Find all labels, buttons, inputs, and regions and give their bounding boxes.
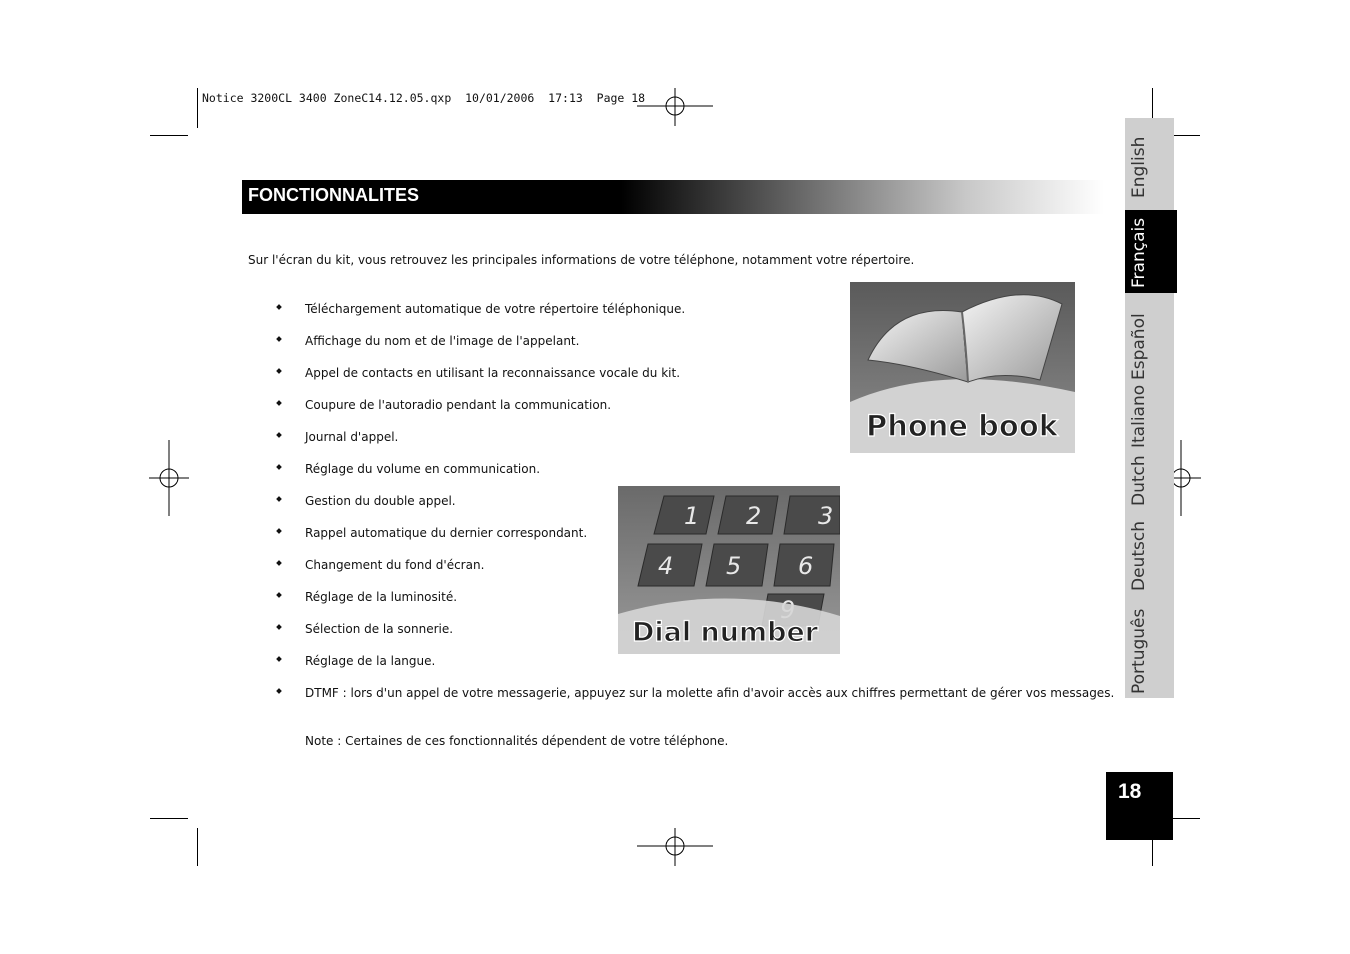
section-title-bar [242, 180, 1104, 214]
list-item: Réglage de la langue. [272, 652, 1114, 684]
dial-key: 4 [658, 552, 674, 580]
list-item: Appel de contacts en utilisant la reconnaissance vocale du kit. [272, 364, 1114, 396]
list-item: Sélection de la sonnerie. [272, 620, 1114, 652]
dial-key: 2 [746, 502, 762, 530]
dial-key: 6 [798, 552, 814, 580]
print-header: Notice 3200CL 3400 ZoneC14.12.05.qxp 10/01/2006 17:13 Page 18 [202, 91, 646, 105]
list-item: Rappel automatique du dernier correspondant. [272, 524, 1114, 556]
list-item: Coupure de l'autoradio pendant la communication. [272, 396, 1114, 428]
language-tab-espanol[interactable]: Español [1129, 313, 1149, 380]
list-item: Téléchargement automatique de votre répertoire téléphonique. [272, 300, 1114, 332]
page-number-box [1106, 772, 1173, 840]
section-title: FONCTIONNALITES [248, 185, 419, 205]
list-item: Gestion du double appel. [272, 492, 1114, 524]
page-number: 18 [1118, 780, 1142, 803]
dial-number-caption: Dial number [632, 617, 819, 648]
language-tab-portugues[interactable]: Português [1129, 608, 1149, 694]
intro-paragraph: Sur l'écran du kit, vous retrouvez les principales informations de votre téléphone, notamment votre répertoire. [248, 253, 915, 267]
list-item: Changement du fond d'écran. [272, 556, 1114, 588]
language-tab-dutch[interactable]: Dutch [1129, 455, 1149, 506]
language-tabs [1125, 118, 1174, 698]
language-tab-francais[interactable]: Français [1129, 217, 1149, 288]
list-item: Journal d'appel. [272, 428, 1114, 460]
dial-key: 5 [726, 552, 742, 580]
dial-key: 1 [684, 502, 700, 530]
phonebook-caption: Phone book [865, 409, 1059, 443]
language-tab-italiano[interactable]: Italiano [1129, 384, 1149, 448]
dial-key: 3 [818, 502, 834, 530]
dial-number-screen-image [618, 486, 840, 654]
list-item: DTMF : lors d'un appel de votre messagerie, appuyez sur la molette afin d'avoir accès aux chiffres permettant de gérer vos messages. [272, 684, 1114, 716]
note-text: Note : Certaines de ces fonctionnalités dépendent de votre téléphone. [305, 734, 729, 748]
registration-mark-left [149, 438, 189, 518]
phonebook-screen-image [850, 282, 1075, 453]
list-item: Affichage du nom et de l'image de l'appelant. [272, 332, 1114, 364]
list-item: Réglage du volume en communication. [272, 460, 1114, 492]
registration-mark-top [635, 88, 715, 128]
registration-mark-bottom [635, 828, 715, 868]
list-item: Réglage de la luminosité. [272, 588, 1114, 620]
language-tab-english[interactable]: English [1129, 136, 1149, 198]
language-tab-deutsch[interactable]: Deutsch [1129, 521, 1149, 591]
